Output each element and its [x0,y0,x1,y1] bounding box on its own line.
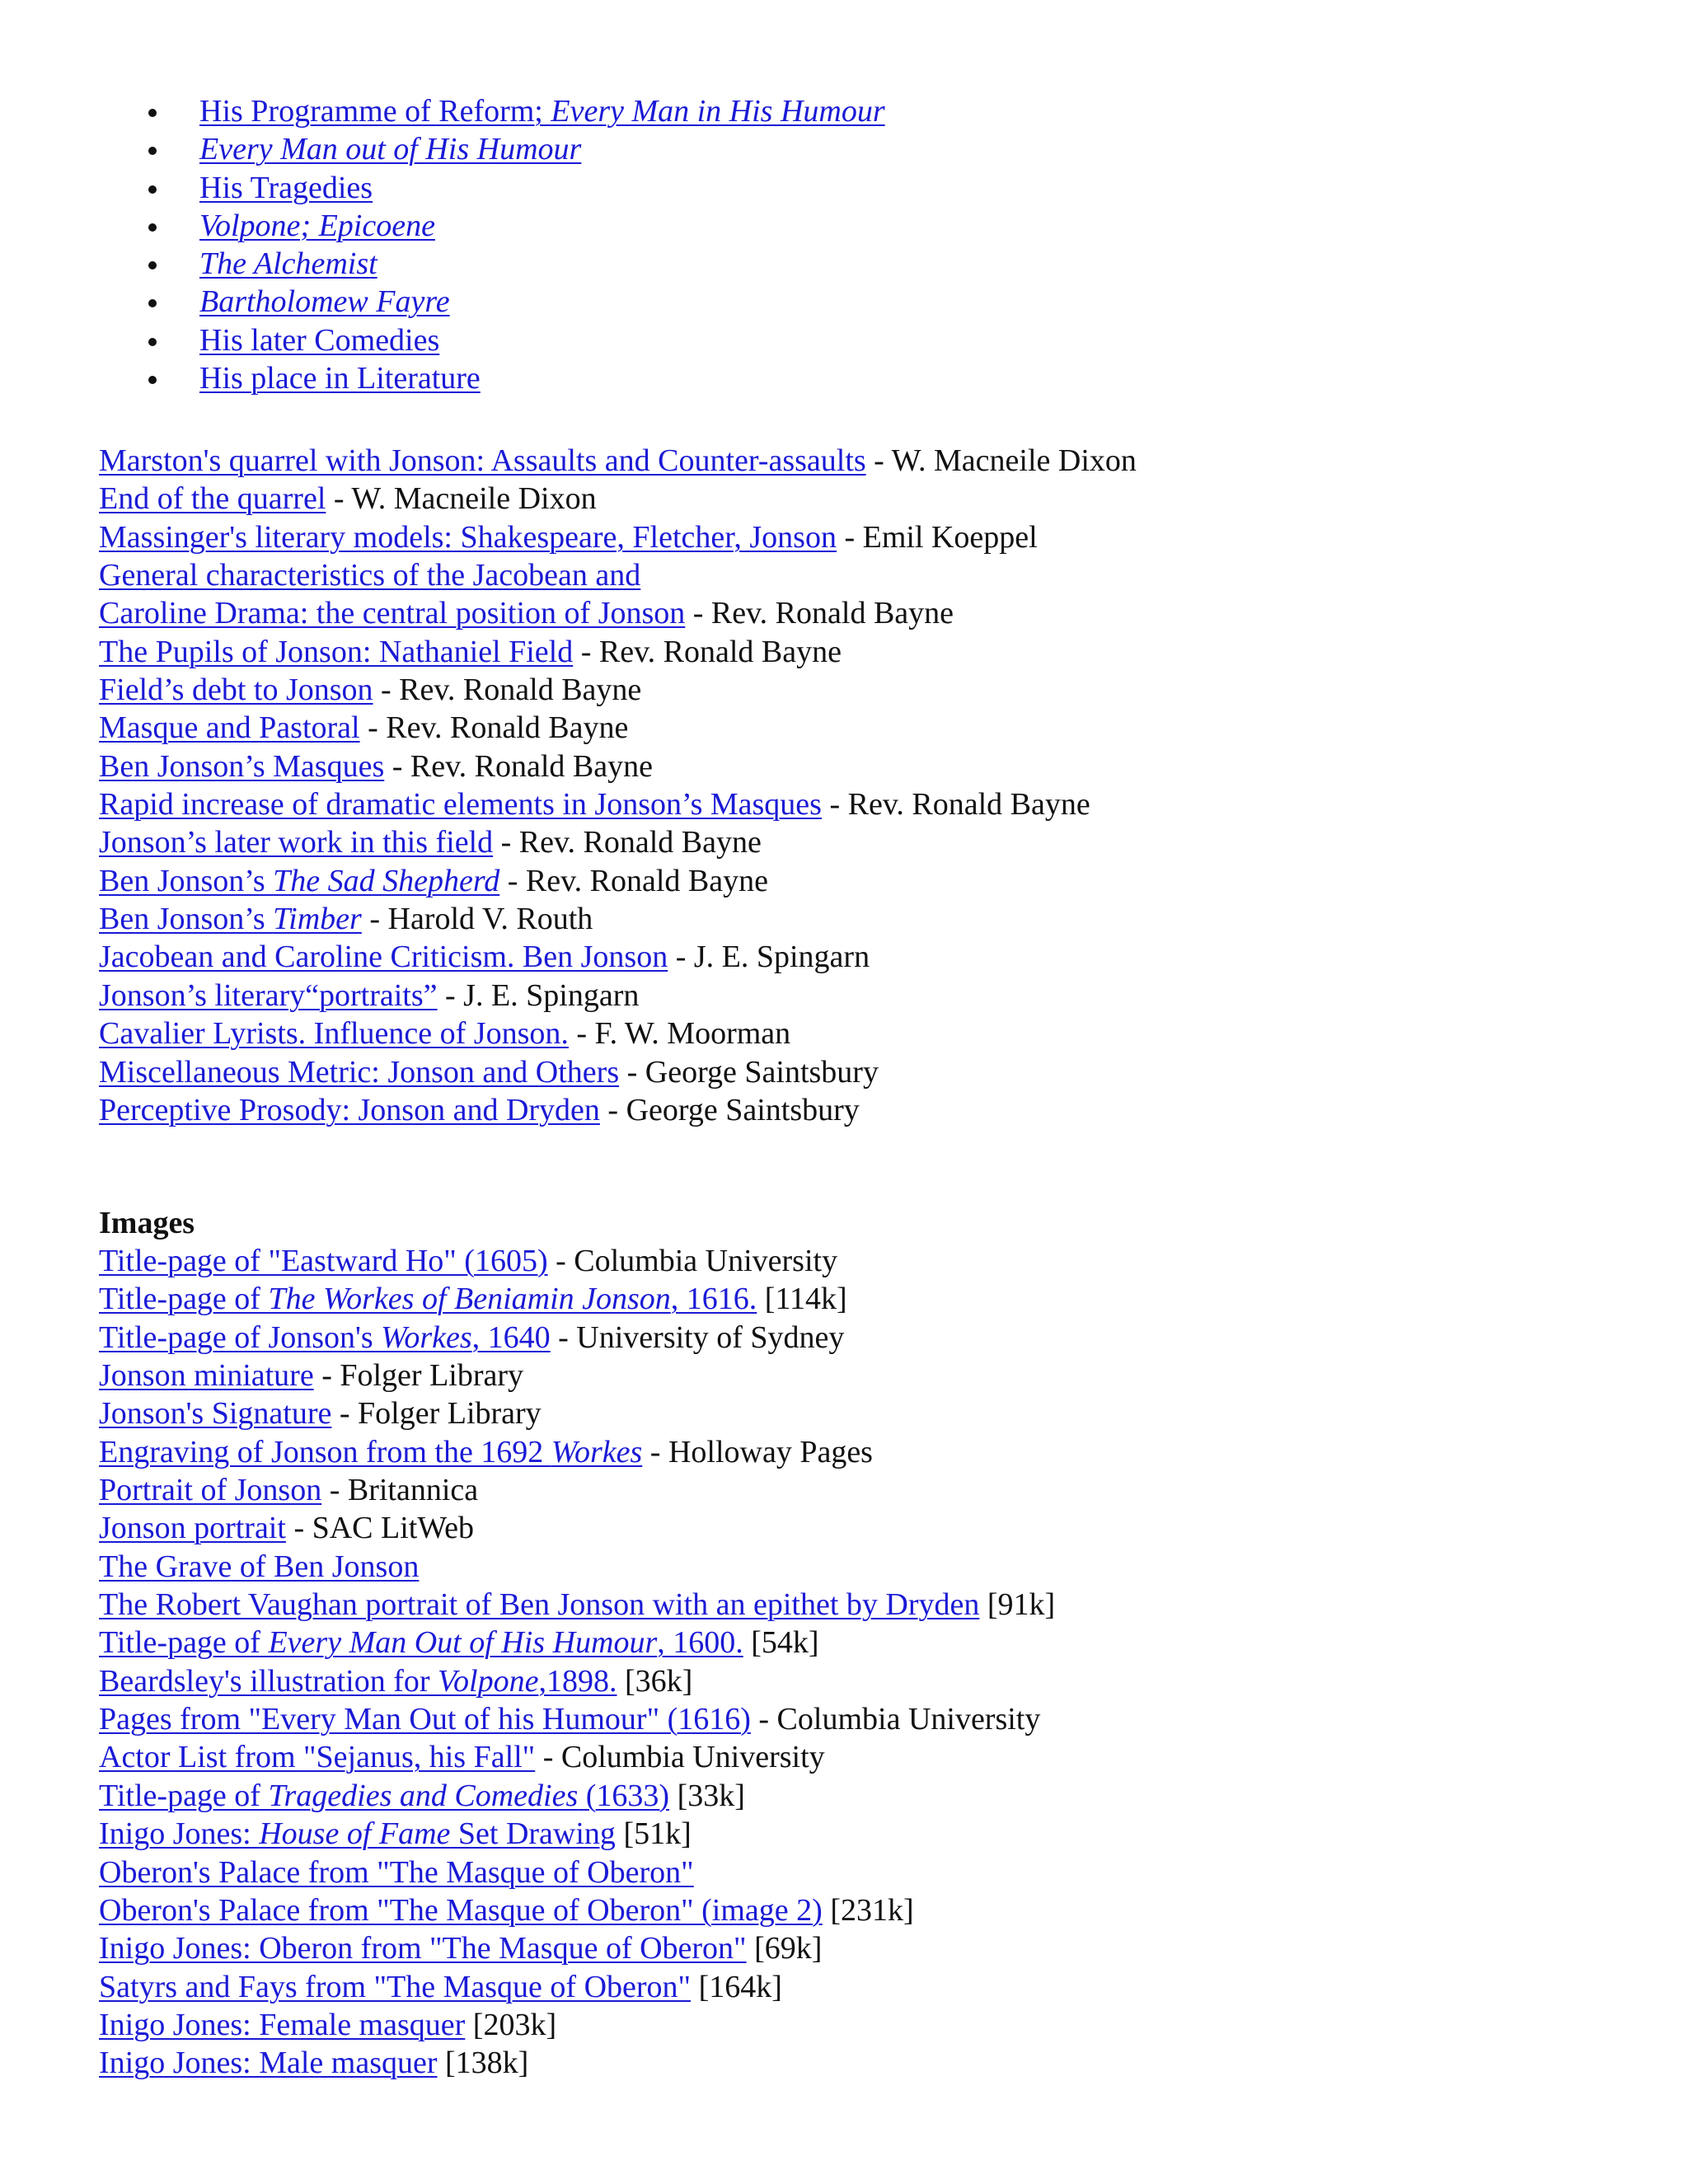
link-segment[interactable]: , 1600. [657,1625,743,1661]
link-segment[interactable]: Title-page of Jonson's [99,1319,382,1355]
source-text: - George Saintsbury [599,1092,860,1127]
link-segment[interactable]: , 1616. [670,1282,757,1317]
source-text: - Holloway Pages [642,1434,873,1469]
images-list [99,1242,1055,2083]
image-entry [99,2044,1055,2082]
source-text: - Rev. Ronald Bayne [359,710,629,746]
source-text: - Folger Library [313,1358,524,1394]
source-text: - Rev. Ronald Bayne [384,748,653,784]
image-entry [99,1586,1055,1624]
images-section [99,1204,1055,2083]
source-text: - Britannica [321,1473,479,1508]
source-text: - Rev. Ronald Bayne [493,825,762,860]
link-segment[interactable]: Inigo Jones: [99,1816,260,1852]
link-text: The Alchemist [199,246,377,282]
link-segment[interactable]: Jacobean and Caroline Criticism. Ben Jonson [99,940,668,975]
essay-entry [99,938,1137,976]
image-entry [99,1394,1055,1432]
image-entry [99,1357,1055,1394]
source-text: - J. E. Spingarn [437,977,640,1013]
link-segment[interactable]: The Workes of Beniamin Jonson [268,1282,671,1317]
image-entry [99,1854,1055,1891]
link-segment[interactable]: Title-page of "Eastward Ho" (1605) [99,1244,548,1278]
link-segment[interactable]: Portrait of Jonson [99,1473,322,1508]
essay-entry [99,518,1137,556]
bullet-icon [148,185,157,194]
link-segment[interactable]: Tragedies and Comedies [268,1778,579,1813]
source-text: [33k] [669,1778,745,1813]
essay-entry [99,823,1137,861]
source-text: [91k] [979,1587,1056,1623]
link-segment[interactable]: Set Drawing [450,1816,616,1852]
essay-entry [99,633,1137,671]
source-text: - University of Sydney [550,1319,845,1355]
link-text: His Tragedies [199,170,373,205]
image-entry [99,1509,1055,1547]
image-entry [99,1700,1055,1738]
link-segment[interactable]: Beardsley's illustration for [99,1663,438,1699]
link-segment[interactable]: The Grave of Ben Jonson [99,1549,420,1584]
link-segment[interactable]: Ben Jonson’s [99,902,274,937]
link-segment[interactable]: ,1898. [538,1663,617,1699]
essay-entry [99,900,1137,938]
link-segment[interactable]: Miscellaneous Metric: Jonson and Others [99,1054,620,1090]
link-text: His Programme of Reform; [199,94,551,129]
source-text: - Harold V. Routh [361,902,593,937]
link-segment[interactable]: Title-page of [99,1625,269,1661]
source-text: [164k] [691,1969,782,2004]
link-segment[interactable]: Inigo Jones: Oberon from "The Masque of Oberon" [99,1931,747,1966]
bullet-icon [148,223,157,232]
image-entry [99,2006,1055,2044]
source-text: - F. W. Moorman [568,1016,791,1052]
source-text: [203k] [465,2007,557,2042]
essay-entry [99,1091,1137,1129]
source-text: [138k] [437,2046,529,2081]
image-entry [99,1471,1055,1509]
image-entry [99,1815,1055,1853]
image-entry [99,1968,1055,2006]
source-text: - Columbia University [535,1740,825,1775]
images-heading: Images [99,1206,195,1240]
link-segment[interactable]: (1633) [578,1778,670,1813]
link-segment[interactable]: Jonson's Signature [99,1396,332,1432]
source-text: - Columbia University [750,1702,1041,1737]
link-segment[interactable]: The Pupils of Jonson: Nathaniel Field [99,634,574,669]
link-segment[interactable]: Jonson portrait [99,1511,286,1546]
source-text: [54k] [743,1625,819,1661]
image-entry [99,1433,1055,1471]
contents-link[interactable] [199,321,439,359]
link-segment[interactable]: End of the quarrel [99,481,326,517]
link-segment[interactable]: , 1640 [471,1319,551,1355]
link-text: Every Man out of His Humour [199,132,582,167]
link-text: Every Man in His Humour [551,94,885,129]
image-entry [99,1242,1055,1280]
link-segment[interactable]: Perceptive Prosody: Jonson and Dryden [99,1092,600,1127]
source-text: - Emil Koeppel [836,519,1038,555]
link-segment[interactable]: Oberon's Palace from "The Masque of Oberon" (image 2) [99,1892,823,1928]
bullet-icon [148,299,157,307]
link-segment[interactable]: The Robert Vaughan portrait of Ben Jonson with an epithet by Dryden [99,1587,980,1623]
source-text: - George Saintsbury [619,1054,879,1090]
link-segment[interactable]: Workes [551,1434,643,1469]
source-text: [51k] [615,1816,692,1852]
essay-entry [99,442,1137,480]
source-text: - Rev. Ronald Bayne [499,863,769,898]
source-text: - Columbia University [547,1244,838,1278]
essay-entry [99,785,1137,823]
link-segment[interactable]: Volpone [438,1663,539,1699]
essay-entry [99,671,1137,709]
link-segment[interactable]: General characteristics of the Jacobean and [99,558,641,593]
image-entry [99,1662,1055,1700]
link-segment[interactable]: Inigo Jones: Female masquer [99,2007,466,2042]
link-text: His place in Literature [199,361,481,396]
bullet-icon [148,338,157,346]
contents-link[interactable] [199,207,435,245]
link-segment[interactable]: Jonson miniature [99,1358,314,1394]
image-entry [99,1929,1055,1967]
link-segment[interactable]: House of Fame [259,1816,451,1852]
link-segment[interactable]: Jonson’s literary“portraits” [99,977,438,1013]
bullet-icon [148,261,157,269]
link-text: Bartholomew Fayre [199,284,450,320]
source-text: - Rev. Ronald Bayne [373,673,642,708]
link-segment[interactable]: Rapid increase of dramatic elements in Jonson’s Masques [99,787,822,823]
image-entry [99,1891,1055,1929]
bullet-icon [148,376,157,384]
source-text: - SAC LitWeb [285,1511,475,1546]
essay-entry [99,1015,1137,1052]
link-segment[interactable]: Title-page of [99,1282,269,1317]
link-segment[interactable]: Pages from "Every Man Out of his Humour" (1616) [99,1702,751,1737]
link-segment[interactable]: Title-page of [99,1778,269,1813]
essay-entry [99,594,1137,632]
source-text: [114k] [757,1282,847,1317]
link-segment[interactable]: Caroline Drama: the central position of Jonson [99,596,686,631]
essays-list [99,442,1137,1129]
link-segment[interactable]: Workes [381,1319,472,1355]
link-segment[interactable]: The Sad Shepherd [273,863,500,898]
link-text: Volpone; Epicoene [199,208,435,243]
source-text: - Rev. Ronald Bayne [821,787,1090,823]
source-text: - Folger Library [331,1396,542,1432]
link-segment[interactable]: Oberon's Palace from "The Masque of Oberon" [99,1854,694,1890]
image-entry [99,1738,1055,1776]
source-text: - Rev. Ronald Bayne [573,634,842,669]
contents-link[interactable] [199,359,481,397]
bullet-icon [148,109,157,117]
source-text: [36k] [617,1663,693,1699]
link-segment[interactable]: Ben Jonson’s Masques [99,748,385,784]
image-entry [99,1319,1055,1357]
image-entry [99,1777,1055,1815]
essay-entry [99,977,1137,1015]
contents-link[interactable] [199,92,885,130]
source-text: [69k] [746,1931,823,1966]
essay-entry [99,862,1137,900]
image-entry [99,1548,1055,1586]
image-entry [99,1280,1055,1318]
contents-link[interactable] [199,130,581,168]
essay-entry [99,748,1137,785]
link-segment[interactable]: Inigo Jones: Male masquer [99,2046,438,2081]
link-segment[interactable]: Cavalier Lyrists. Influence of Jonson. [99,1016,569,1052]
link-segment[interactable]: Massinger's literary models: Shakespeare, Fletcher, Jonson [99,519,837,555]
contents-link[interactable] [199,169,373,207]
essay-entry [99,480,1137,518]
essay-entry [99,556,1137,594]
source-text: - W. Macneile Dixon [865,443,1137,478]
bullet-icon [148,147,157,155]
source-text: - W. Macneile Dixon [326,481,597,517]
link-segment[interactable]: Actor List from "Sejanus, his Fall" [99,1740,536,1775]
link-segment[interactable]: Jonson’s later work in this field [99,825,494,860]
source-text: [231k] [822,1892,914,1928]
link-segment[interactable]: Satyrs and Fays from "The Masque of Oberon" [99,1969,692,2004]
contents-link[interactable] [199,245,377,283]
source-text: - Rev. Ronald Bayne [685,596,954,631]
source-text: - J. E. Spingarn [668,940,870,975]
contents-link[interactable] [199,283,450,321]
link-text: His later Comedies [199,322,440,358]
link-segment[interactable]: Timber [273,902,362,937]
essay-entry [99,1053,1137,1091]
link-segment[interactable]: Every Man Out of His Humour [268,1625,658,1661]
link-segment[interactable]: Field’s debt to Jonson [99,673,373,708]
image-entry [99,1624,1055,1661]
essay-entry [99,709,1137,747]
link-segment[interactable]: Engraving of Jonson from the 1692 [99,1434,551,1469]
link-segment[interactable]: Marston's quarrel with Jonson: Assaults and Counter-assaults [99,443,866,478]
link-segment[interactable]: Ben Jonson’s [99,863,274,898]
link-segment[interactable]: Masque and Pastoral [99,710,360,746]
